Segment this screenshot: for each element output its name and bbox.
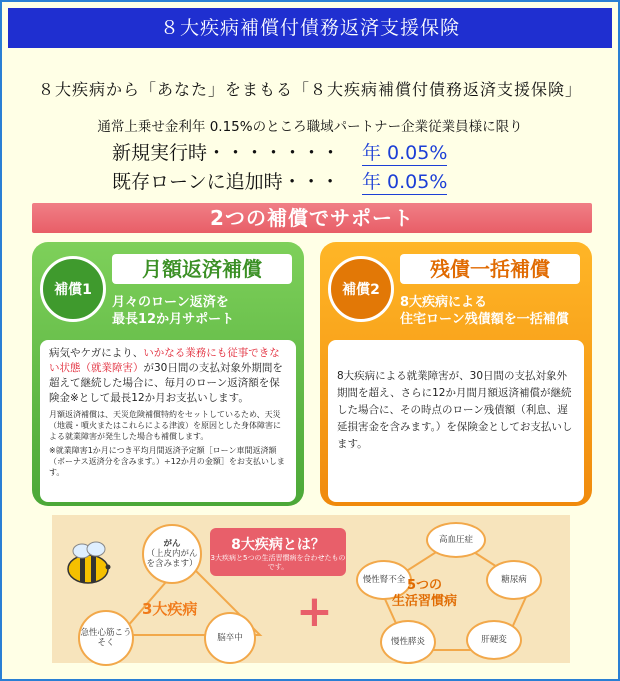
card-monthly-sub-line: 最長12か月サポート [112, 312, 235, 327]
body-footnote: ※就業障害1か月につき平均月間返済予定額［ローン車間返済額（ボーナス返済分を含みます。）÷12か月の金額］をお支払いします。 [49, 446, 285, 477]
rate-existing-label: 既存ローンに追加時・・・ [112, 171, 340, 193]
card-lump-sub [400, 294, 586, 328]
what-text: 3大疾病と5つの生活習慣病を合わせたものです。 [210, 554, 346, 571]
five-diseases-label [392, 578, 457, 610]
body-highlight: いかなる業務にも従事できない状態（就業障害） [49, 347, 280, 374]
what-box [210, 528, 346, 576]
disease-kidney: 慢性腎不全 [356, 560, 412, 600]
card-lump-sub-line: 住宅ローン残債額を一括補償 [400, 312, 569, 327]
card-monthly [32, 242, 304, 506]
rate-new [112, 138, 448, 165]
five-label-top: 5つの [406, 578, 443, 593]
rate-existing-value[interactable]: 年 0.05% [362, 167, 447, 195]
card-lump-sub-line: 8大疾病による [400, 295, 488, 310]
disease-stroke: 脳卒中 [204, 612, 256, 664]
rate-new-value[interactable]: 年 0.05% [362, 138, 447, 166]
page-title: ８大疾病補償付債務返済支援保険 [8, 8, 612, 48]
card-lump-badge: 補償2 [328, 256, 394, 322]
disease-cirrhosis: 肝硬変 [466, 620, 522, 660]
card-lump [320, 242, 592, 506]
five-label-bottom: 生活習慣病 [392, 594, 458, 609]
disease-name: がん [163, 539, 181, 549]
disease-heart: 急性心筋こうそく [78, 610, 134, 666]
card-monthly-sub-line: 月々のローン返済を [112, 295, 229, 310]
card-lump-title: 残債一括補償 [400, 254, 580, 284]
card-monthly-badge: 補償1 [40, 256, 106, 322]
subtitle: ８大疾病から「あなた」をまもる「８大疾病補償付債務返済支援保険」 [37, 80, 582, 99]
rate-existing [112, 167, 448, 194]
three-diseases-label: 3大疾病 [142, 600, 198, 618]
rate-new-label: 新規実行時・・・・・・・ [112, 142, 341, 164]
body-footnote: 月額返済補償は、天災危険補償特約をセットしているため、天災（地震・噴火またはこれらによる津波）を原因とした身体障害による就業障害が発生した場合も補償します。 [49, 410, 281, 441]
card-monthly-sub [112, 294, 298, 328]
plus-icon: + [296, 586, 333, 637]
disease-pancreatitis: 慢性膵炎 [380, 620, 436, 664]
rate-note: 通常上乗せ金利年 0.15%のところ職域パートナー企業従業員様に限り [97, 119, 523, 135]
body-text: が30日間の支払対象外期間を超えて継続した場合に、毎月のローン返済額を保険金※として最長12か月お支払いします。 [49, 362, 283, 404]
support-band: 2つの補償でサポート [32, 203, 592, 233]
disease-cancer [142, 524, 202, 584]
card-monthly-title: 月額返済補償 [112, 254, 292, 284]
card-lump-body: 8大疾病による就業障害が、30日間の支払対象外期間を超え、さらに12か月間月額返済補償が継続した場合に、その時点のローン残債額（利息、遅延損害金を含みます。）を保険金としてお支払いします。 [328, 340, 584, 502]
disease-note: （上皮内がんを含みます） [146, 549, 198, 569]
disease-hypertension: 高血圧症 [426, 522, 486, 558]
body-text: 病気やケガにより、 [49, 347, 144, 359]
disease-diabetes: 糖尿病 [486, 560, 542, 600]
card-monthly-body [40, 340, 296, 502]
what-heading: 8大疾病とは？ [231, 537, 325, 553]
